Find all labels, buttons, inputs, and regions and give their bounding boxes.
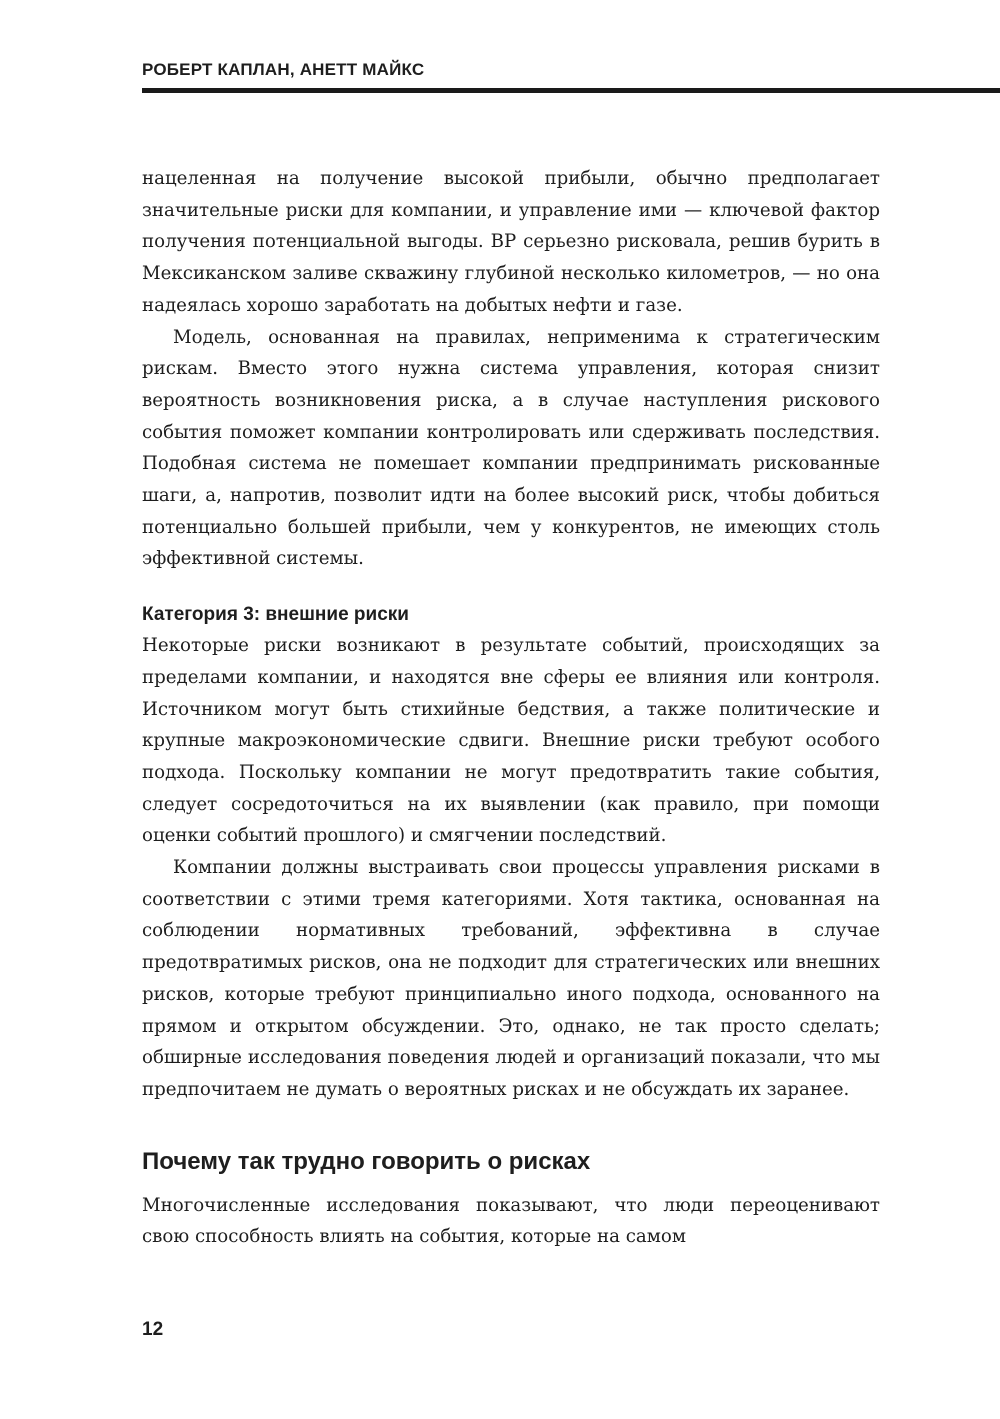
running-head: РОБЕРТ КАПЛАН, АНЕТТ МАЙКС xyxy=(142,60,425,79)
paragraph-continuation: нацеленная на получение высокой прибыли, обычно предполагает значительные риски для компании, и управление ими — ключевой фактор получения потенциальной выгоды. BP серьезно рисковала, решив бурить в Мексиканском заливе скважину глубиной несколько километров, — но она надеялась хорошо заработать на добытых нефти и газе. xyxy=(142,168,880,316)
paragraph-risk-processes: Компании должны выстраивать свои процессы управления рисками в соответствии с этими тремя категориями. Хотя тактика, основанная на соблюдении нормативных требований, эффективна в случае предотвратимых рисков, она не подходит для стратегических или внешних рисков, которые требуют принципиально иного подхода, основанного на прямом и открытом обсуждении. Это, однако, не так просто сделать; обширные исследования поведения людей и организаций показали, что мы предпочитаем не думать о вероятных рисках и не обсуждать их заранее. xyxy=(142,857,880,1100)
paragraph-research: Многочисленные исследования показывают, что люди переоценивают свою способность влиять на события, которые на самом xyxy=(142,1194,880,1248)
section-heading: Почему так трудно говорить о рисках xyxy=(142,1147,591,1175)
paragraph-external-risks: Некоторые риски возникают в результате событий, происходящих за пределами компании, и находятся вне сферы ее влияния или контроля. Источником могут быть стихийные бедствия, а также политические и крупные макроэкономические сдвиги. Внешние риски требуют особого подхода. Поскольку компании не могут предотвратить такие события, следует сосредоточиться на их выявлении (как правило, при помощи оценки событий прошлого) и смягчении последствий. xyxy=(142,635,880,847)
page-body xyxy=(142,163,880,1253)
header-rule xyxy=(142,88,1000,93)
subheading-category-3: Категория 3: внешние риски xyxy=(142,604,409,626)
page-number: 12 xyxy=(142,1319,164,1340)
paragraph-strategic-risks: Модель, основанная на правилах, неприменима к стратегическим рискам. Вместо этого нужна система управления, которая снизит вероятность возникновения риска, а в случае наступления рискового события поможет компании контролировать или сдерживать последствия. Подобная система не помешает компании предпринимать рискованные шаги, а, напротив, позволит идти на более высокий риск, чтобы добиться потенциально большей прибыли, чем у конкурентов, не имеющих столь эффективной системы. xyxy=(142,326,880,570)
